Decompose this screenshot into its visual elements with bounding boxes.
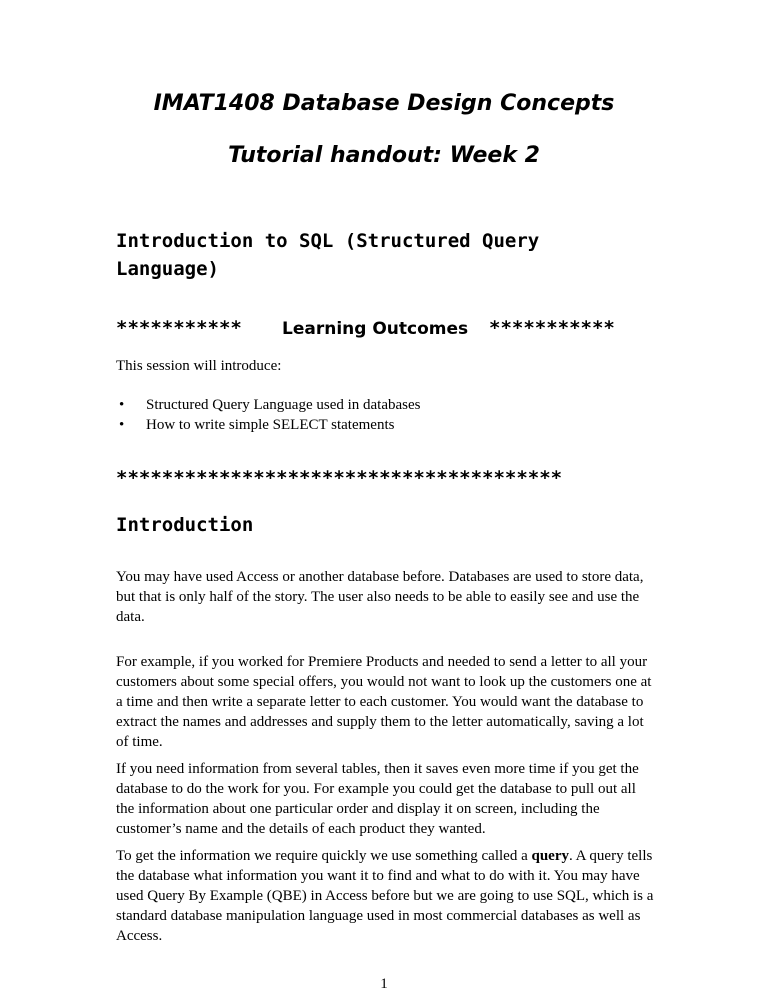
session-intro-text: This session will introduce:: [116, 358, 282, 374]
bullet-icon: •: [119, 417, 125, 433]
page-number: 1: [380, 976, 388, 992]
paragraph: You may have used Access or another database before. Databases are used to store data, but that is only half of the story. The user also needs to be able to easily see and use the data.: [116, 569, 644, 625]
list-item-text: How to write simple SELECT statements: [146, 417, 395, 433]
learning-outcomes-banner: [116, 316, 676, 340]
paragraph-text: . A query tells the database what information you want it to find and what to do with it. You may have used Query By Example (QBE) in Access before but we are going to use SQL, which is a standard database manipulation language used in most commercial databases as well as Access.: [116, 848, 654, 944]
stars-right: ***********: [489, 317, 615, 339]
paragraph: For example, if you worked for Premiere Products and needed to send a letter to all your customers about some special offers, you would not want to look up the customers one at a time and then write a separate letter to each customer. You would want the database to extract the names and addresses and supply them to the letter automatically, saving a lot of time.: [116, 654, 652, 750]
document-subtitle: Tutorial handout: Week 2: [228, 143, 540, 168]
learning-outcomes-heading: Learning Outcomes: [282, 319, 469, 339]
query-term: query: [531, 848, 569, 864]
introduction-heading: Introduction: [116, 514, 254, 536]
bullet-icon: •: [119, 397, 125, 413]
paragraph: If you need information from several tables, then it saves even more time if you get the database to do the work for you. For example you could get the database to pull out all the information about one particular order and display it on screen, including the customer’s name and the details of each product they wanted.: [116, 761, 639, 837]
paragraph: [116, 846, 656, 946]
learning-outcomes-list: [116, 395, 656, 435]
list-item: [116, 415, 656, 435]
document-title: IMAT1408 Database Design Concepts: [153, 91, 615, 116]
list-item: [116, 395, 656, 415]
paragraph-text: To get the information we require quickly we use something called a: [116, 848, 532, 864]
stars-left: ***********: [116, 317, 242, 339]
list-item-text: Structured Query Language used in databases: [146, 397, 421, 413]
section-heading-sql: Introduction to SQL (Structured Query Language): [116, 230, 540, 280]
star-divider: ***************************************: [116, 467, 563, 489]
